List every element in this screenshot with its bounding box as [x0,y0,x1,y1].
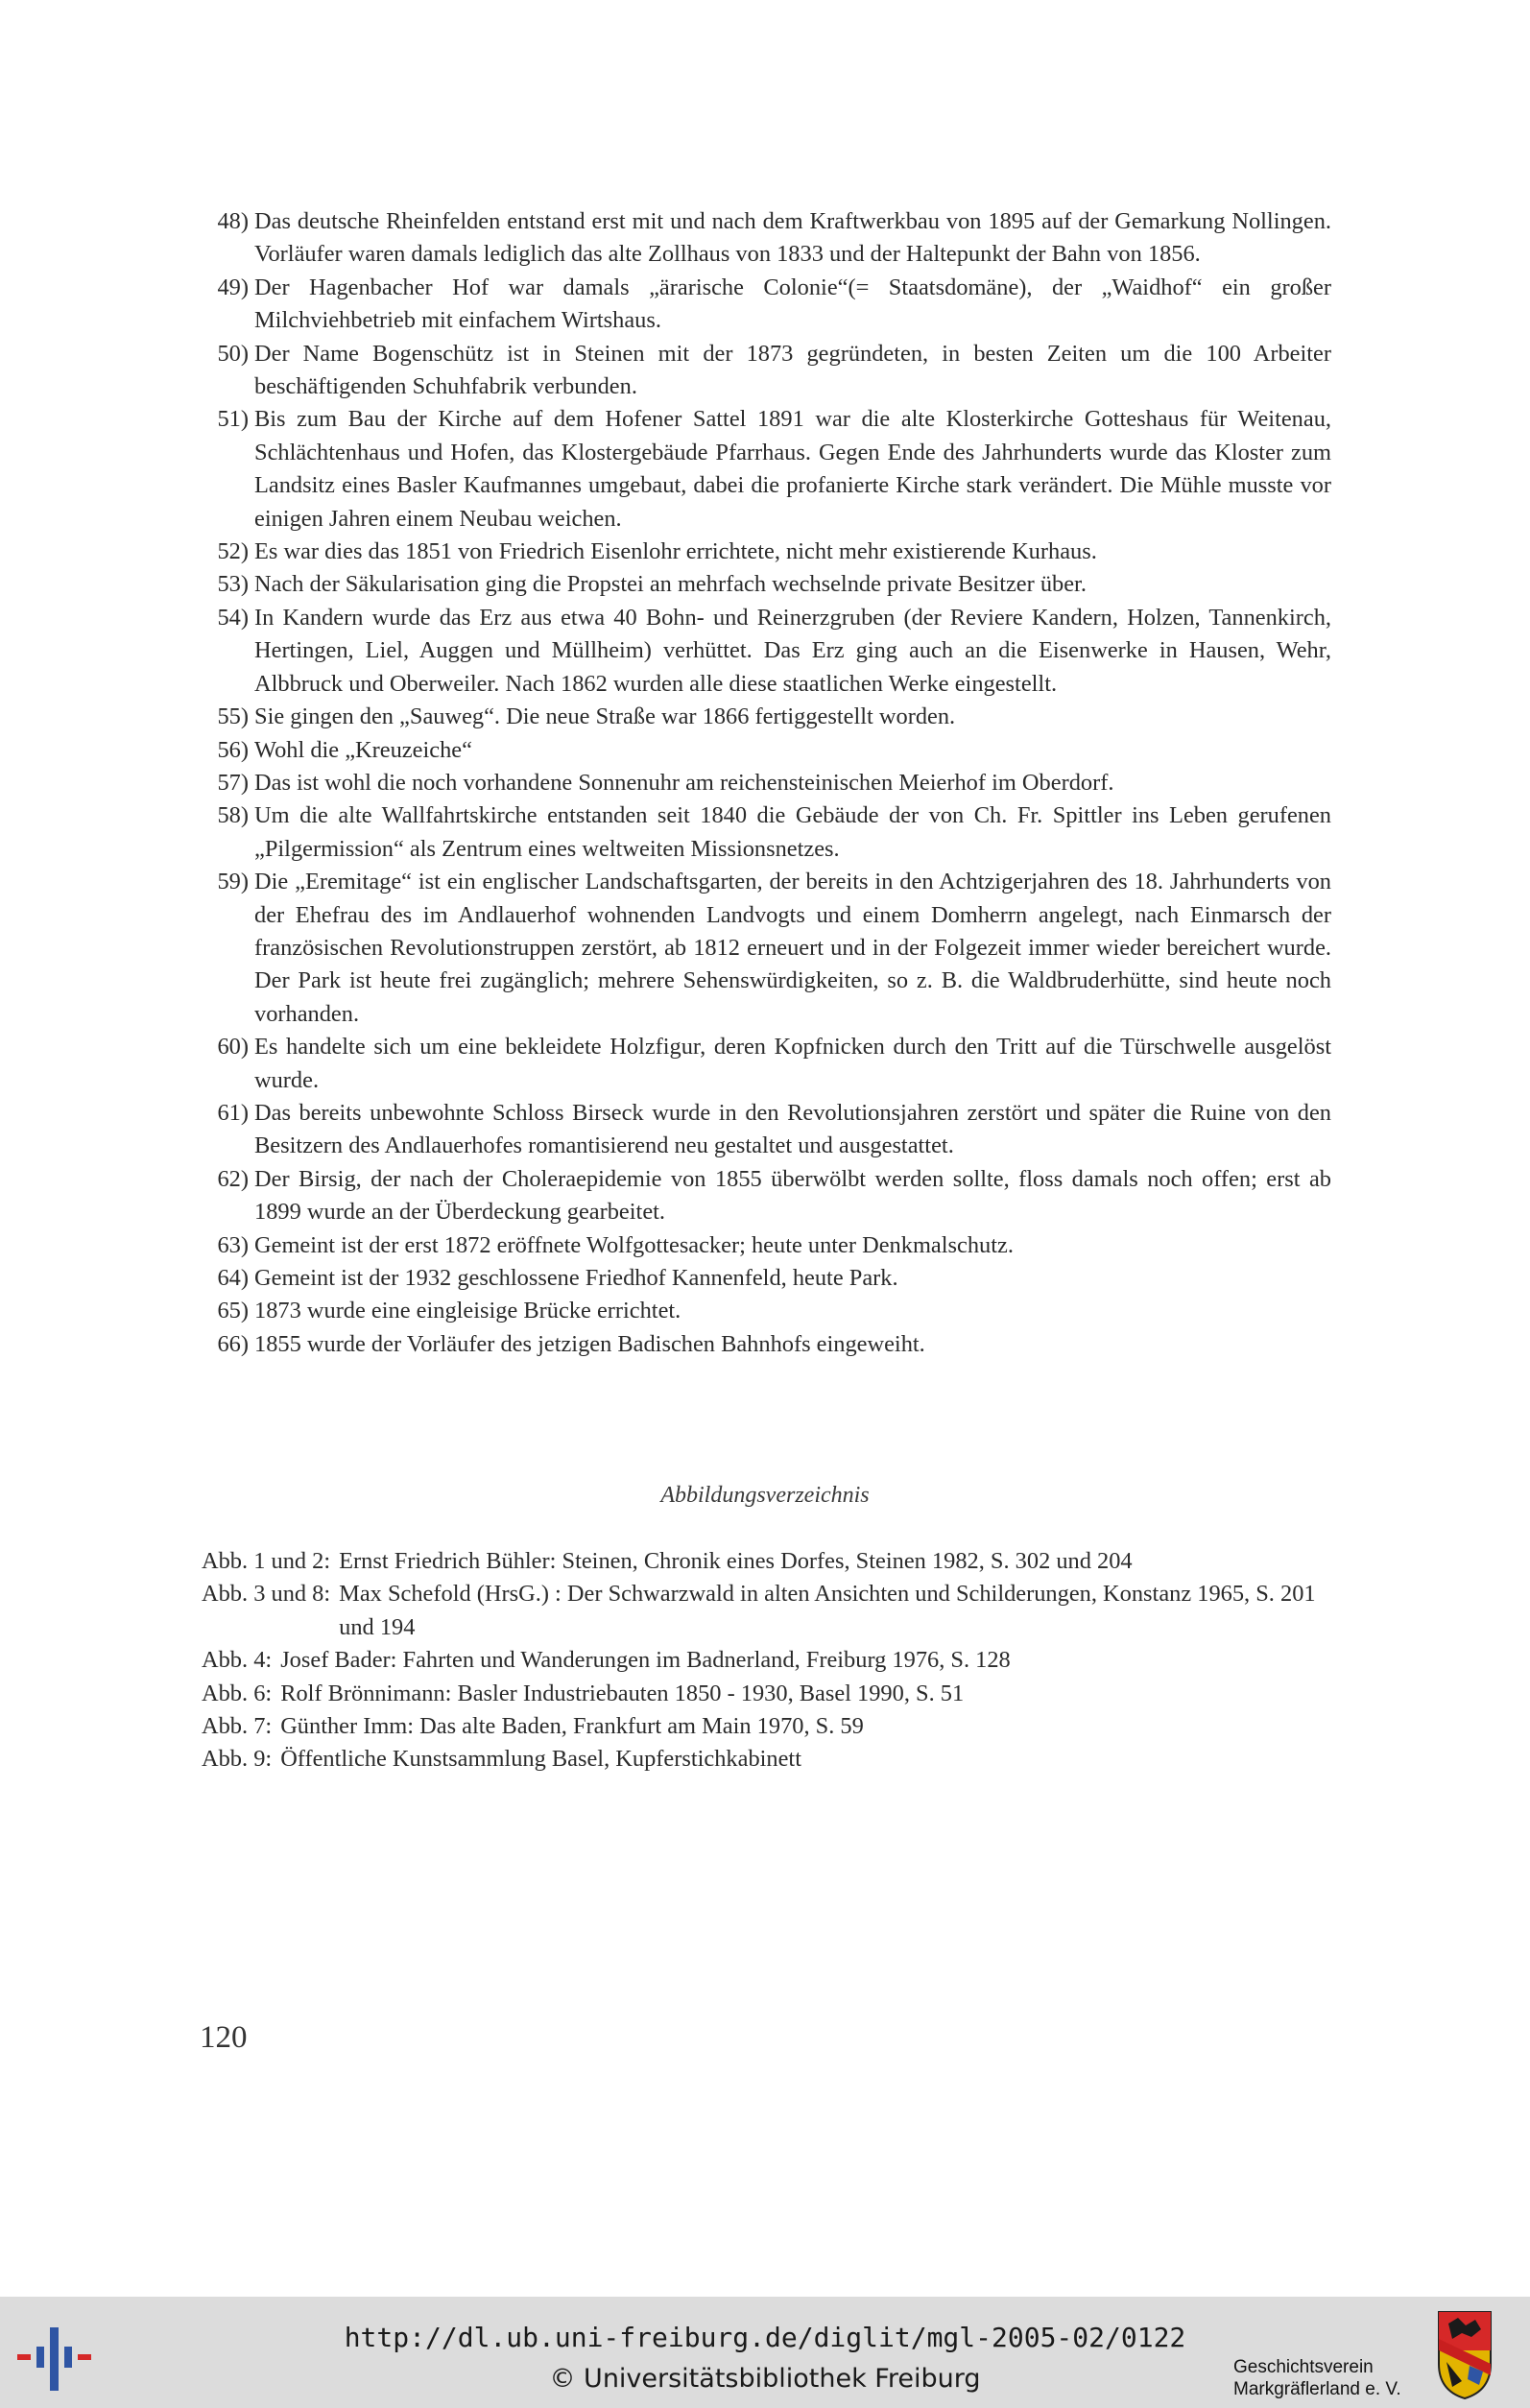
endnote-text: Der Name Bogenschütz ist in Steinen mit der 1873 gegründeten, in besten Zeiten um die 100 Arbeiter beschäftigenden Schuhfabrik verbunden. [254,340,1331,400]
endnote-number: 63) [217,1231,249,1258]
endnote-item [199,272,1331,338]
figure-credit-item [202,1678,1334,1710]
endnote-number: 55) [217,703,249,730]
figure-label: Abb. 4: [202,1647,273,1674]
endnote-number: 51) [217,406,249,433]
figure-credit-item [202,1578,1334,1644]
figure-source: Rolf Brönnimann: Basler Industriebauten 1850 - 1930, Basel 1990, S. 51 [280,1680,965,1706]
figures-list [202,1545,1334,1776]
endnote-number: 61) [217,1099,249,1126]
endnote-item [199,568,1331,601]
endnote-text: Das bereits unbewohnte Schloss Birseck wurde in den Revolutionsjahren zerstört und später die Ruine von den Besitzern des Andlauerhofes romantisierend neu gestaltet und ausgestattet. [254,1099,1331,1159]
endnote-number: 57) [217,769,249,796]
endnote-item [199,338,1331,404]
endnote-item [199,1163,1331,1229]
endnote-text: Der Birsig, der nach der Choleraepidemie von 1855 überwölbt werden sollte, floss damals noch offen; erst ab 1899 wurde an der Überdeckung gearbeitet. [254,1165,1331,1226]
endnote-number: 66) [217,1330,249,1357]
figures-container [202,1545,1334,1776]
figure-source: Öffentliche Kunstsammlung Basel, Kupferstichkabinett [280,1746,801,1773]
endnote-number: 54) [217,604,249,631]
endnote-number: 48) [217,208,249,234]
endnote-text: Gemeint ist der 1932 geschlossene Friedhof Kannenfeld, heute Park. [254,1265,898,1291]
endnote-text: Um die alte Wallfahrtskirche entstanden seit 1840 die Gebäude der von Ch. Fr. Spittler ins Leben gerufenen „Pilgermission“ als Zentrum eines weltweiten Missionsnetzes. [254,802,1331,862]
endnote-number: 50) [217,340,249,367]
endnote-text: Bis zum Bau der Kirche auf dem Hofener Sattel 1891 war die alte Klosterkirche Gotteshaus für Weitenau, Schlächtenhaus und Hofen, das Klostergebäude Pfarrhaus. Gegen Ende des Jahrhunderts wurde das Kloster zum Landsitz eines Basler Kaufmannes umgebaut, dabei die profanierte Kirche stark verändert. Die Mühle musste vor einigen Jahren einem Neubau weichen. [254,406,1331,532]
endnote-item [199,403,1331,536]
figure-credit-item [202,1644,1334,1677]
figure-credit-item [202,1710,1334,1743]
society-name-line2: Markgräflerland e. V. [1233,2379,1401,2399]
figure-source: Ernst Friedrich Bühler: Steinen, Chronik eines Dorfes, Steinen 1982, S. 302 und 204 [339,1548,1133,1574]
figure-source: Max Schefold (HrsG.) : Der Schwarzwald in alten Ansichten und Schilderungen, Konstanz 1965, S. 201 und 194 [339,1581,1316,1640]
endnote-item [199,1328,1331,1361]
endnote-text: 1855 wurde der Vorläufer des jetzigen Badischen Bahnhofs eingeweiht. [254,1330,925,1357]
endnote-item [199,1262,1331,1295]
endnote-text: Es war dies das 1851 von Friedrich Eisenlohr errichtete, nicht mehr existierende Kurhaus. [254,538,1097,565]
figure-label: Abb. 9: [202,1746,273,1773]
endnote-number: 62) [217,1165,249,1192]
figure-label: Abb. 3 und 8: [202,1581,331,1608]
society-name [1233,2356,1425,2400]
endnote-item [199,1097,1331,1163]
endnote-number: 58) [217,802,249,829]
endnote-number: 52) [217,538,249,565]
endnote-item [199,536,1331,568]
endnotes-list [199,205,1331,1361]
figure-label: Abb. 7: [202,1713,273,1740]
footer-bar [0,2297,1530,2408]
endnote-text: Es handelte sich um eine bekleidete Holzfigur, deren Kopfnicken durch den Tritt auf die Türschwelle ausgelöst wurde. [254,1034,1331,1093]
figure-credit-item [202,1743,1334,1776]
endnote-number: 65) [217,1298,249,1324]
endnote-item [199,602,1331,701]
endnote-text: Das ist wohl die noch vorhandene Sonnenuhr am reichensteinischen Meierhof im Oberdorf. [254,769,1114,796]
figure-credit-item [202,1545,1334,1578]
endnote-text: Gemeint ist der erst 1872 eröffnete Wolfgottesacker; heute unter Denkmalschutz. [254,1231,1014,1258]
figure-label: Abb. 6: [202,1680,273,1706]
endnote-number: 56) [217,736,249,763]
endnote-item [199,1229,1331,1262]
endnote-item [199,734,1331,767]
endnote-number: 49) [217,274,249,300]
endnote-number: 60) [217,1034,249,1061]
endnote-text: In Kandern wurde das Erz aus etwa 40 Bohn- und Reinerzgruben (der Reviere Kandern, Holzen, Tannenkirch, Hertingen, Liel, Auggen und Müllheim) verhüttet. Das Erz ging auch an die Eisenwerke in Hausen, Wehr, Albbruck und Oberweiler. Nach 1862 wurden alle diese staatlichen Werke eingestellt. [254,604,1331,697]
figure-source: Günther Imm: Das alte Baden, Frankfurt am Main 1970, S. 59 [280,1713,864,1740]
endnote-item [199,701,1331,733]
endnote-text: Die „Eremitage“ ist ein englischer Landschaftsgarten, der bereits in den Achtzigerjahren des 18. Jahrhunderts von der Ehefrau des im Andlauerhof wohnenden Landvogts und einem Domherrn angelegt, nach Einmarsch der französischen Revolutionstruppen zerstört, ab 1812 erneuert und in der Folgezeit immer wieder bereichert wurde. Der Park ist heute frei zugänglich; mehrere Sehenswürdigkeiten, so z. B. die Waldbruderhütte, sind heute noch vorhanden. [254,869,1331,1027]
endnote-item [199,767,1331,799]
endnote-text: Sie gingen den „Sauweg“. Die neue Straße war 1866 fertiggestellt worden. [254,703,956,730]
endnote-item [199,1031,1331,1097]
endnote-text: Nach der Säkularisation ging die Propstei an mehrfach wechselnde private Besitzer über. [254,571,1087,598]
page-number: 120 [200,2020,248,2055]
society-crest-icon [1437,2308,1493,2400]
endnotes-container [199,205,1331,1361]
endnote-item [199,1295,1331,1327]
endnote-number: 53) [217,571,249,598]
figure-source: Josef Bader: Fahrten und Wanderungen im Badnerland, Freiburg 1976, S. 128 [280,1647,1011,1674]
endnote-text: Der Hagenbacher Hof war damals „ärarische Colonie“(= Staatsdomäne), der „Waidhof“ ein großer Milchviehbetrieb mit einfachem Wirtshaus. [254,274,1331,334]
endnote-text: Das deutsche Rheinfelden entstand erst mit und nach dem Kraftwerkbau von 1895 auf der Gemarkung Nollingen. Vorläufer waren damals lediglich das alte Zollhaus von 1833 und der Haltepunkt der Bahn von 1856. [254,208,1331,268]
endnote-number: 64) [217,1265,249,1291]
figure-label: Abb. 1 und 2: [202,1548,331,1574]
endnote-text: 1873 wurde eine eingleisige Brücke errichtet. [254,1298,681,1324]
endnote-text: Wohl die „Kreuzeiche“ [254,736,472,763]
endnote-item [199,866,1331,1031]
document-url-link[interactable]: http://dl.ub.uni-freiburg.de/diglit/mgl-2005-02/0122 [344,2322,1186,2353]
endnote-item [199,205,1331,272]
copyright-text: © Universitätsbibliothek Freiburg [549,2364,981,2394]
endnote-item [199,799,1331,866]
figures-heading: Abbildungsverzeichnis [660,1483,870,1508]
endnote-number: 59) [217,869,249,895]
society-name-line1: Geschichtsverein [1233,2357,1374,2377]
